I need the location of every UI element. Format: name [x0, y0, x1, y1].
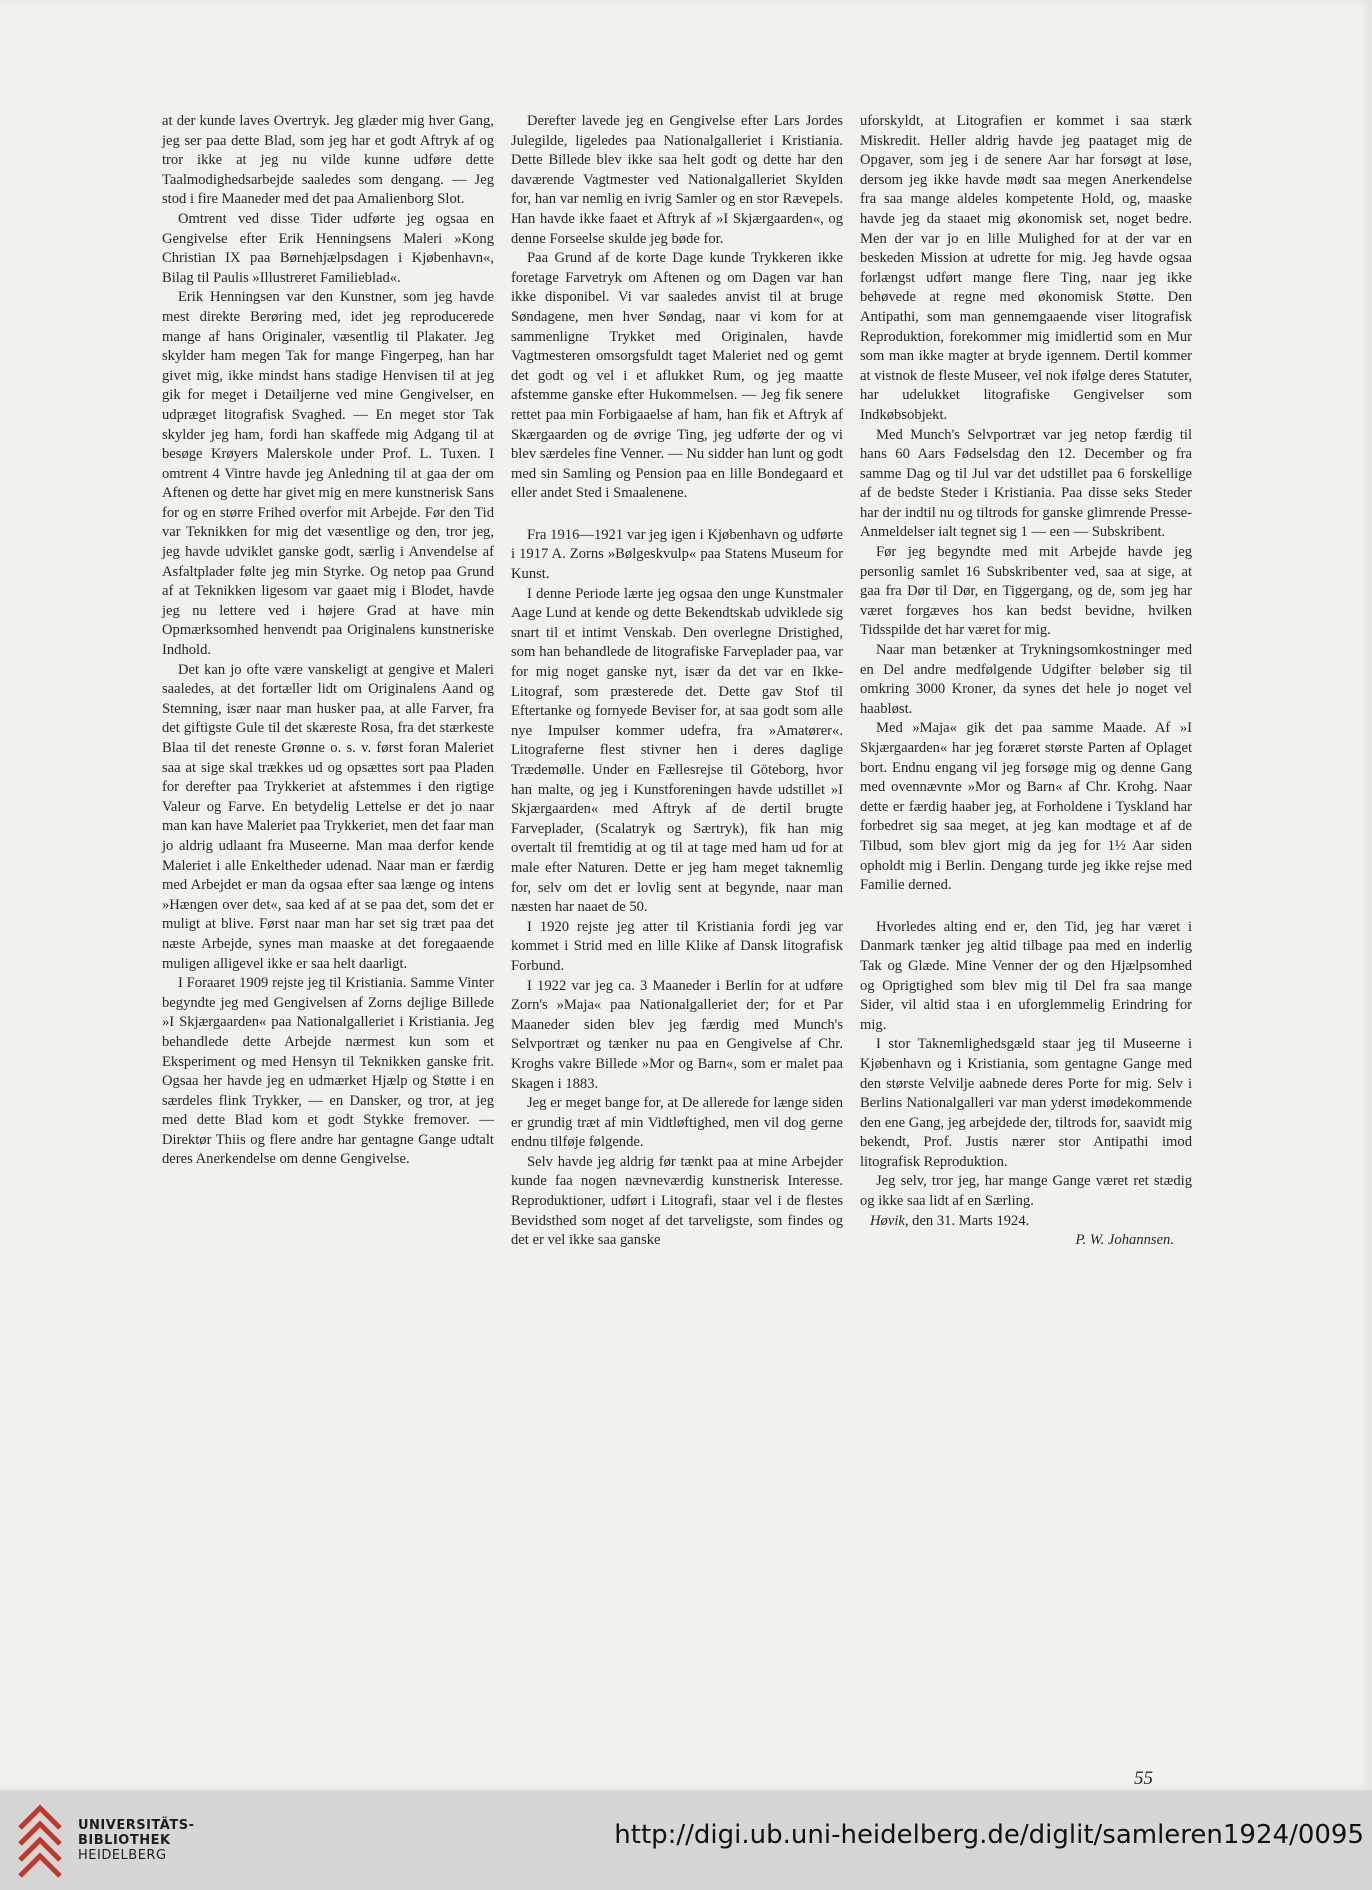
- signature: P. W. Johannsen.: [1075, 1232, 1174, 1249]
- paragraph: Jeg selv, tror jeg, har mange Gange været ret stædig og ikke saa lidt af en Særling.: [860, 1173, 1192, 1210]
- closing-place: Høvik,: [870, 1212, 909, 1229]
- paragraph: Med »Maja« gik det paa samme Maade. Af »I Skjærgaarden« har jeg foræret største Parten af Oplaget bort. Endnu engang vil jeg forsøge mig og denne Gang med ovennævnte »Mor og Barn« af Chr. Krohg. Naar dette er færdig haaber jeg, at Forholdene i Tyskland har forbedret sig saa meget, at jeg kan modtage et af de Tilbud, som blev gjort mig da jeg for 1½ Aar siden opholdt mig i Berlin. Dengang turde jeg ikke rejse med Familie derned.: [860, 720, 1192, 894]
- paragraph: Fra 1916—1921 var jeg igen i Kjøbenhavn og udførte i 1917 A. Zorns »Bølgeskvulp« paa Statens Museum for Kunst.: [511, 526, 843, 583]
- paragraph: Med Munch's Selvportræt var jeg netop færdig til hans 60 Aars Fødselsdag den 12. December og fra samme Dag og til Jul var det udstillet paa 6 forskellige af de bedste Steder i Kristiania. Paa disse seks Steder har der indtil nu og tiltrods for ganske glimrende Presse-Anmeldelser ialt tegnet sig 1 — een — Subskribent.: [860, 426, 1192, 541]
- permalink-url[interactable]: http://digi.ub.uni-heidelberg.de/diglit/samleren1924/0095: [614, 1820, 1364, 1850]
- page-number: 55: [1134, 1768, 1153, 1789]
- library-name-line-1: UNIVERSITÄTS-: [78, 1818, 195, 1833]
- paragraph: uforskyldt, at Litografien er kommet i saa stærk Miskredit. Heller aldrig havde jeg paataget mig de Opgaver, som jeg i de senere Aar har forsøgt at løse, dersom jeg ikke havde mødt saa megen Anerkendelse fra saa mange aldeles kompetente Hold, og, maaske havde jeg da staaet mig økonomisk set, noget bedre. Men der var jo en lille Mulighed for at der var en beskeden Mission at udrette for mig. Jeg havde ogsaa forlængst udført mange flere Ting, naar jeg ikke behøvede at regne med økonomisk Støtte. Den Antipathi, som man gennemgaaende viser litografisk Reproduktion, forekommer mig imidlertid som en Mur som man ikke magter at bryde igennem. Dertil kommer at vistnok de fleste Museer, vel nok ifølge deres Statuter, har udelukket litografiske Gengivelser som Indkøbsobjekt.: [860, 113, 1192, 423]
- library-name-line-2: BIBLIOTHEK: [78, 1833, 171, 1848]
- university-library-logo-icon: [14, 1798, 66, 1882]
- paragraph: Før jeg begyndte med mit Arbejde havde jeg personlig samlet 16 Subskribenter ved, saa at sige, at gaa fra Dør til Dør, en Tiggergang, og de, som jeg har været forgæves hos kan bedst bevidne, hvilken Tidsspilde det har været for mig.: [860, 544, 1192, 639]
- paragraph: I Foraaret 1909 rejste jeg til Kristiania. Samme Vinter begyndte jeg med Gengivelsen af Zorns dejlige Billede »I Skjærgaarden« paa Nationalgalleriet i Kristiania. Jeg behandlede dette Arbejde nærmest kun som et Eksperiment og med Hensyn til Teknikken ganske frit. Ogsaa her havde jeg en udmærket Hjælp og Støtte i en særdeles flink Trykker, — en Dansker, og tror, at jeg med dette Blad kom et godt Stykke fremover. — Direktør Thiis og flere andre har gentagne Gange udtalt deres Anerkendelse om denne Gengivelse.: [162, 975, 494, 1168]
- paragraph: at der kunde laves Overtryk. Jeg glæder mig hver Gang, jeg ser paa dette Blad, som jeg har et godt Aftryk af og tror ikke at jeg nu vilde kunne udføre dette Taalmodighedsarbejde saaledes som dengang. — Jeg stod i fire Maaneder med det paa Amalienborg Slot.: [162, 113, 494, 208]
- paragraph: I denne Periode lærte jeg ogsaa den unge Kunstmaler Aage Lund at kende og dette Bekendtskab udviklede sig snart til et intimt Venskab. Den overlegne Dristighed, som han behandlede de litografiske Farveplader paa, var for mig noget ganske nyt, især da det var en Ikke-Litograf, som præsterede det. Dette gav Stof til Eftertanke og fornyede Beviser for, at saa godt som alle nye Impulser kommer udefra, fra »Amatører«. Litograferne flest stivner hen i deres daglige Trædemølle. Under en Fællesrejse til Göteborg, hvor han malte, og jeg i Kunstforeningen havde udstillet »I Skjærgaarden« med Aftryk af de dertil brugte Farveplader, (Scalatryk og Særtryk), fik han mig overtalt til fremtidig at og til at tage med ham ud for at male efter Naturen. Dette er jeg ham meget taknemlig for, selv om det er lovlig sent at begynde, naar man næsten har naaet de 50.: [511, 585, 843, 916]
- paragraph: Jeg er meget bange for, at De allerede for længe siden er grundig træt af min Vidtløftighed, men vil dog gerne endnu tilføje følgende.: [511, 1095, 843, 1151]
- paragraph: I 1922 var jeg ca. 3 Maaneder i Berlin for at udføre Zorn's »Maja« paa Nationalgalleriet der; for et Par Maaneder siden blev jeg færdig med Munch's Selvportræt og tænker nu paa en Gengivelse af Chr. Kroghs vakre Billede »Mor og Barn«, som er malet paa Skagen i 1883.: [511, 977, 843, 1092]
- library-name: [78, 1818, 194, 1863]
- paragraph: Erik Henningsen var den Kunstner, som jeg havde mest direkte Berøring med, idet jeg reproducerede mange af hans Originaler, væsentlig til Plakater. Jeg skylder ham megen Tak for mange Fingerpeg, han har givet mig, ikke mindst hans stadige Henvisen til at jeg gik for meget i Detailjerne ved mine Gengivelser, en udpræget litografisk Svaghed. — En meget stor Tak skylder jeg ham, fordi han skaffede mig Adgang til at besøge Krøyers Malerskole under Prof. L. Tuxen. I omtrent 4 Vintre havde jeg Anledning til at gaa der om Aftenen og dette har givet mig en mere kunstnerisk Sans for og en større Frihed overfor mit Arbejde. Før den Tid var Teknikken for mig det væsentlige og den, tror jeg, jeg havde udviklet ganske godt, særlig i Anvendelse af Asfaltplader følte jeg min Styrke. Og netop paa Grund af at Teknikken ligesom var gaaet mig i Blodet, havde jeg nu lettere ved i højere Grad at have min Opmærksomhed henvendt paa Originalens kunstneriske Indhold.: [162, 289, 494, 659]
- text-column-1: [162, 112, 494, 1170]
- paragraph: Naar man betænker at Trykningsomkostninger med en Del andre medfølgende Udgifter beløber sig til omkring 3000 Kroner, da synes det hele jo noget vel haabløst.: [860, 642, 1192, 717]
- paragraph: Paa Grund af de korte Dage kunde Trykkeren ikke foretage Farvetryk om Aftenen og om Dagen var han ikke disponibel. Vi var saaledes anvist til at bruge Søndagene, men hver Søndag, naar vi kom for at sammenligne Trykket med Originalen, havde Vagtmesteren omsorgsfuldt taget Maleriet ned og gemt det godt og vel i et aflukket Rum, og jeg maatte afstemme ganske efter Hukommelsen. — Jeg fik senere rettet paa min Forbigaaelse af ham, han fik et Aftryk af Skærgaarden og de øvrige Ting, jeg udførte der og vi blev særdeles fine Venner. — Nu sidder han lunt og godt med sin Samling og Pension paa en lille Bondegaard et eller andet Sted i Smaalenene.: [511, 250, 843, 502]
- paragraph: I stor Taknemlighedsgæld staar jeg til Museerne i Kjøbenhavn og i Kristiania, som gentagne Gange med den største Velvilje aabnede deres Porte for mig. Selv i Berlins Nationalgalleri var man yderst imødekommende den ene Gang, jeg arbejdede der, tiltrods for, saavidt mig bekendt, Prof. Justis nærer stor Antipathi imod litografisk Reproduktion.: [860, 1036, 1192, 1170]
- paragraph: Omtrent ved disse Tider udførte jeg ogsaa en Gengivelse efter Erik Henningsens Maleri »Kong Christian IX paa Børnehjælpsdagen i Kjøbenhavn«, Bilag til Paulis »Illustreret Familieblad«.: [162, 210, 494, 286]
- closing-date-text: den 31. Marts 1924.: [912, 1212, 1030, 1229]
- text-column-3: [860, 112, 1192, 1251]
- paragraph: Derefter lavede jeg en Gengivelse efter Lars Jordes Julegilde, ligeledes paa Nationalgalleriet i Kristiania. Dette Billede blev ikke saa helt godt og dette har den daværende Vagtmester ved Nationalgalleriet Skylden for, han var nemlig en ivrig Samler og en stor Rævepels. Han havde ikke faaet et Aftryk af »I Skjærgaarden«, og denne Forseelse skulde jeg bøde for.: [511, 113, 843, 247]
- paragraph: Selv havde jeg aldrig før tænkt paa at mine Arbejder kunde faa nogen nævneværdig kunstnerisk Interesse. Reproduktioner, udført i Litografi, staar vel i de flestes Bevidsthed som noget af det tarveligste, som findes og det er vel ikke saa ganske: [511, 1153, 843, 1249]
- paragraph: I 1920 rejste jeg atter til Kristiania fordi jeg var kommet i Strid med en lille Klike af Dansk litografisk Forbund.: [511, 918, 843, 974]
- paragraph: Det kan jo ofte være vanskeligt at gengive et Maleri saaledes, at det fortæller lidt om Originalens Aand og Stemning, især naar man husker paa, at alle Farver, fra det giftigste Gule til det skæreste Rosa, fra det stærkeste Blaa til det reneste Grønne o. s. v. først foran Maleriet saa at sige skal trækkes ud og opsættes sort paa Pladen for derefter paa Trykkeriet at afstemmes i den rigtige Valeur og Farve. En betydelig Lettelse er det jo naar man kan have Maleriet paa Trykkeriet, men det faar man jo aldrig udlaant fra Museerne. Man maa derfor kende Maleriet i alle Enkeltheder udenad. Naar man er færdig med Arbejdet er man da ogsaa efter saa længe og intens »Hængen over det«, saa ked af at se paa det, som det er muligt at blive. Først naar man har set sig træt paa det næste Arbejde, synes man maaske at det foregaaende muligen alligevel ikke er saa helt daarligt.: [162, 661, 494, 972]
- closing-date: [860, 1212, 1192, 1232]
- library-name-line-3: HEIDELBERG: [78, 1848, 167, 1863]
- text-column-2: [511, 112, 843, 1251]
- paragraph: Hvorledes alting end er, den Tid, jeg har været i Danmark tænker jeg altid tilbage paa med en inderlig Tak og Glæde. Mine Venner der og den Hjælpsomhed og Oprigtighed som blev mig til Del fra saa mange Sider, vil altid staa i en uforglemmelig Erindring for mig.: [860, 918, 1192, 1033]
